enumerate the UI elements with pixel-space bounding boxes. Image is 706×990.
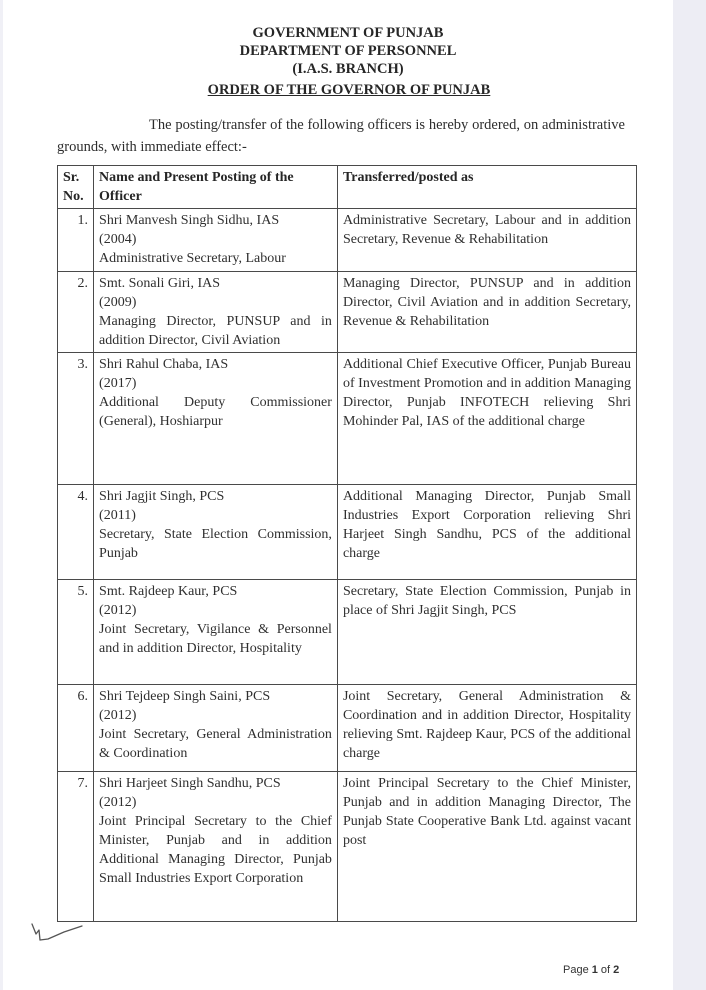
intro-paragraph	[57, 114, 625, 158]
officer-name: Smt. Rajdeep Kaur, PCS	[99, 584, 238, 599]
row-officer-cell	[94, 209, 338, 272]
officer-name: Shri Harjeet Singh Sandhu, PCS	[99, 776, 281, 791]
intro-text: The posting/transfer of the following officers is hereby ordered, on administrative grounds, with immediate effect:-	[57, 117, 625, 155]
officer-name: Smt. Sonali Giri, IAS	[99, 276, 221, 291]
officer-batch: (2004)	[99, 232, 137, 247]
viewer-background-strip	[673, 0, 706, 990]
row-sr-no: 6.	[58, 685, 94, 772]
row-transferred-posted-as: Secretary, State Election Commission, Punjab in place of Shri Jagjit Singh, PCS	[337, 580, 636, 685]
row-transferred-posted-as: Additional Managing Director, Punjab Small Industries Export Corporation relieving Shri Harjeet Singh Sandhu, PCS of the additional charge	[337, 485, 636, 580]
row-transferred-posted-as: Managing Director, PUNSUP and in addition Director, Civil Aviation and in addition Secretary, Revenue & Rehabilitation	[337, 272, 636, 353]
officer-batch: (2012)	[99, 603, 137, 618]
officer-present-posting: Managing Director, PUNSUP and in addition Director, Civil Aviation	[99, 314, 332, 348]
row-officer-cell	[94, 485, 338, 580]
table-row	[58, 485, 637, 580]
officer-present-posting: Joint Secretary, Vigilance & Personnel and in addition Director, Hospitality	[99, 622, 332, 656]
row-officer-cell	[94, 772, 338, 922]
table-body	[58, 209, 637, 922]
row-transferred-posted-as: Joint Principal Secretary to the Chief Minister, Punjab and in addition Managing Director, The Punjab State Cooperative Bank Ltd. against vacant post	[337, 772, 636, 922]
table-header-row	[58, 166, 637, 209]
page-current: 1	[591, 964, 598, 976]
order-title	[0, 82, 706, 99]
letterhead	[0, 24, 706, 78]
officer-present-posting: Secretary, State Election Commission, Punjab	[99, 527, 332, 561]
officer-name: Shri Tejdeep Singh Saini, PCS	[99, 689, 271, 704]
row-sr-no: 7.	[58, 772, 94, 922]
officer-batch: (2017)	[99, 376, 137, 391]
table-row	[58, 772, 637, 922]
page-total: 2	[613, 964, 620, 976]
row-sr-no: 3.	[58, 353, 94, 485]
officer-batch: (2012)	[99, 795, 137, 810]
header-name-present-posting: Name and Present Posting of the Officer	[94, 166, 338, 209]
officer-present-posting: Joint Secretary, General Administration & Coordination	[99, 727, 332, 761]
transfer-orders-table	[57, 165, 637, 922]
row-officer-cell	[94, 272, 338, 353]
officer-present-posting: Joint Principal Secretary to the Chief Minister, Punjab and in addition Additional Managing Director, Punjab Small Industries Export Corporation	[99, 814, 332, 886]
order-title-text: ORDER OF THE GOVERNOR OF PUNJAB	[207, 82, 491, 98]
row-officer-cell	[94, 580, 338, 685]
table-row	[58, 580, 637, 685]
table-row	[58, 685, 637, 772]
row-transferred-posted-as: Administrative Secretary, Labour and in addition Secretary, Revenue & Rehabilitation	[337, 209, 636, 272]
letterhead-department: DEPARTMENT OF PERSONNEL	[239, 43, 457, 59]
row-sr-no: 2.	[58, 272, 94, 353]
letterhead-government: GOVERNMENT OF PUNJAB	[252, 25, 444, 41]
row-sr-no: 5.	[58, 580, 94, 685]
officer-present-posting: Additional Deputy Commissioner (General), Hoshiarpur	[99, 395, 332, 429]
header-sr-no: Sr. No.	[58, 166, 94, 209]
header-transferred-posted-as: Transferred/posted as	[337, 166, 636, 209]
officer-batch: (2009)	[99, 295, 137, 310]
table-row	[58, 353, 637, 485]
officer-batch: (2012)	[99, 708, 137, 723]
table-row	[58, 272, 637, 353]
row-officer-cell	[94, 353, 338, 485]
officer-name: Shri Rahul Chaba, IAS	[99, 357, 229, 372]
row-sr-no: 1.	[58, 209, 94, 272]
officer-name: Shri Manvesh Singh Sidhu, IAS	[99, 213, 280, 228]
signature-mark	[28, 918, 118, 950]
page-number: Page 1 of 2	[563, 964, 620, 976]
officer-batch: (2011)	[99, 508, 136, 523]
officer-present-posting: Administrative Secretary, Labour	[99, 251, 286, 266]
row-transferred-posted-as: Joint Secretary, General Administration & Coordination and in addition Director, Hospitality relieving Smt. Rajdeep Kaur, PCS of the additional charge	[337, 685, 636, 772]
officer-name: Shri Jagjit Singh, PCS	[99, 489, 225, 504]
row-sr-no: 4.	[58, 485, 94, 580]
table-row	[58, 209, 637, 272]
letterhead-branch: (I.A.S. BRANCH)	[292, 61, 404, 77]
row-transferred-posted-as: Additional Chief Executive Officer, Punjab Bureau of Investment Promotion and in addition Managing Director, Punjab INFOTECH relieving Shri Mohinder Pal, IAS of the additional charge	[337, 353, 636, 485]
row-officer-cell	[94, 685, 338, 772]
